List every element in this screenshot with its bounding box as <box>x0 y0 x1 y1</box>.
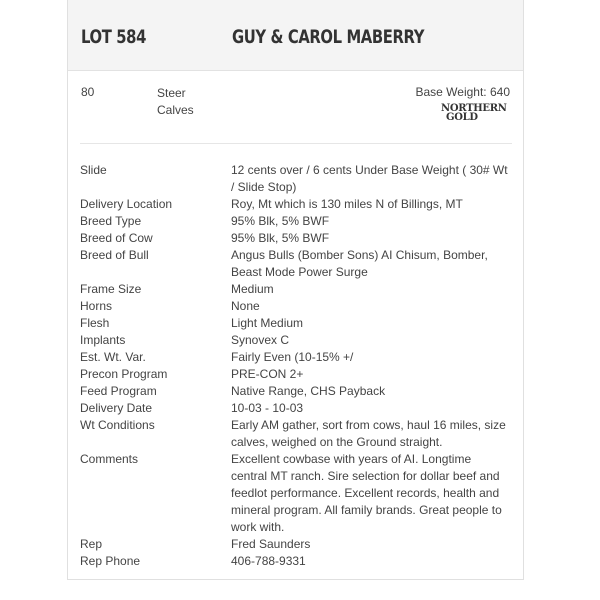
lot-number: LOT 584 <box>81 26 146 48</box>
detail-value: Fred Saunders <box>231 537 311 551</box>
detail-value: Early AM gather, sort from cows, haul 16 miles, size calves, weighed on the Ground straight. <box>231 418 506 449</box>
detail-row-breed-of-cow <box>80 230 510 247</box>
detail-value: 95% Blk, 5% BWF <box>231 231 330 245</box>
detail-label: Delivery Location <box>80 197 173 211</box>
detail-row-slide <box>80 162 510 196</box>
detail-value: PRE-CON 2+ <box>231 367 304 381</box>
detail-label: Implants <box>80 333 126 347</box>
detail-value: 12 cents over / 6 cents Under Base Weight ( 30# Wt / Slide Stop) <box>231 163 508 194</box>
northern-gold-logo <box>439 103 511 125</box>
cattle-class <box>157 85 217 119</box>
detail-value: Excellent cowbase with years of AI. Longtime central MT ranch. Sire selection for dollar beef and feedlot performance. Excellent records, health and mineral program. All family brands. Great people to work with. <box>231 452 502 534</box>
detail-row-implants <box>80 332 510 349</box>
detail-label: Precon Program <box>80 367 168 381</box>
detail-value: Native Range, CHS Payback <box>231 384 386 398</box>
detail-row-horns <box>80 298 510 315</box>
detail-row-breed-type <box>80 213 510 230</box>
base-weight: Base Weight: 640 <box>415 85 510 99</box>
detail-label: Slide <box>80 163 107 177</box>
detail-label: Horns <box>80 299 113 313</box>
detail-label: Comments <box>80 452 139 466</box>
detail-row-frame-size <box>80 281 510 298</box>
lot-details <box>80 162 510 570</box>
detail-value: 10-03 - 10-03 <box>231 401 304 415</box>
detail-value: Light Medium <box>231 316 304 330</box>
detail-label: Est. Wt. Var. <box>80 350 146 364</box>
detail-row-rep-phone <box>80 553 510 570</box>
class-line-2: Calves <box>157 103 194 117</box>
detail-value: 95% Blk, 5% BWF <box>231 214 330 228</box>
detail-value: Synovex C <box>231 333 290 347</box>
detail-label: Rep Phone <box>80 554 141 568</box>
detail-label: Delivery Date <box>80 401 153 415</box>
detail-value: Angus Bulls (Bomber Sons) AI Chisum, Bomber, Beast Mode Power Surge <box>231 248 488 279</box>
detail-label: Breed of Bull <box>80 248 149 262</box>
detail-value: 406-788-9331 <box>231 554 306 568</box>
detail-row-breed-of-bull <box>80 247 510 281</box>
detail-row-delivery-location <box>80 196 510 213</box>
detail-label: Feed Program <box>80 384 157 398</box>
detail-row-rep <box>80 536 510 553</box>
detail-row-wt-conditions <box>80 417 510 451</box>
detail-row-comments <box>80 451 510 536</box>
detail-label: Flesh <box>80 316 110 330</box>
logo-line-2: GOLD <box>446 112 478 123</box>
detail-label: Breed Type <box>80 214 142 228</box>
consignor-name: GUY & CAROL MABERRY <box>232 26 425 48</box>
section-divider <box>80 143 512 144</box>
lot-summary <box>68 71 523 143</box>
detail-value: Roy, Mt which is 130 miles N of Billings, MT <box>231 197 463 211</box>
detail-label: Wt Conditions <box>80 418 155 432</box>
detail-label: Breed of Cow <box>80 231 153 245</box>
detail-row-feed-program <box>80 383 510 400</box>
detail-row-flesh <box>80 315 510 332</box>
logo-line-1: NORTHERN <box>441 103 507 114</box>
detail-row-delivery-date <box>80 400 510 417</box>
detail-value: None <box>231 299 260 313</box>
detail-row-precon-program <box>80 366 510 383</box>
lot-header <box>68 0 523 71</box>
detail-label: Rep <box>80 537 103 551</box>
detail-row-est-wt-var <box>80 349 510 366</box>
detail-label: Frame Size <box>80 282 142 296</box>
detail-value: Medium <box>231 282 274 296</box>
head-count: 80 <box>81 85 95 99</box>
detail-value: Fairly Even (10-15% +/ <box>231 350 354 364</box>
class-line-1: Steer <box>157 86 186 100</box>
